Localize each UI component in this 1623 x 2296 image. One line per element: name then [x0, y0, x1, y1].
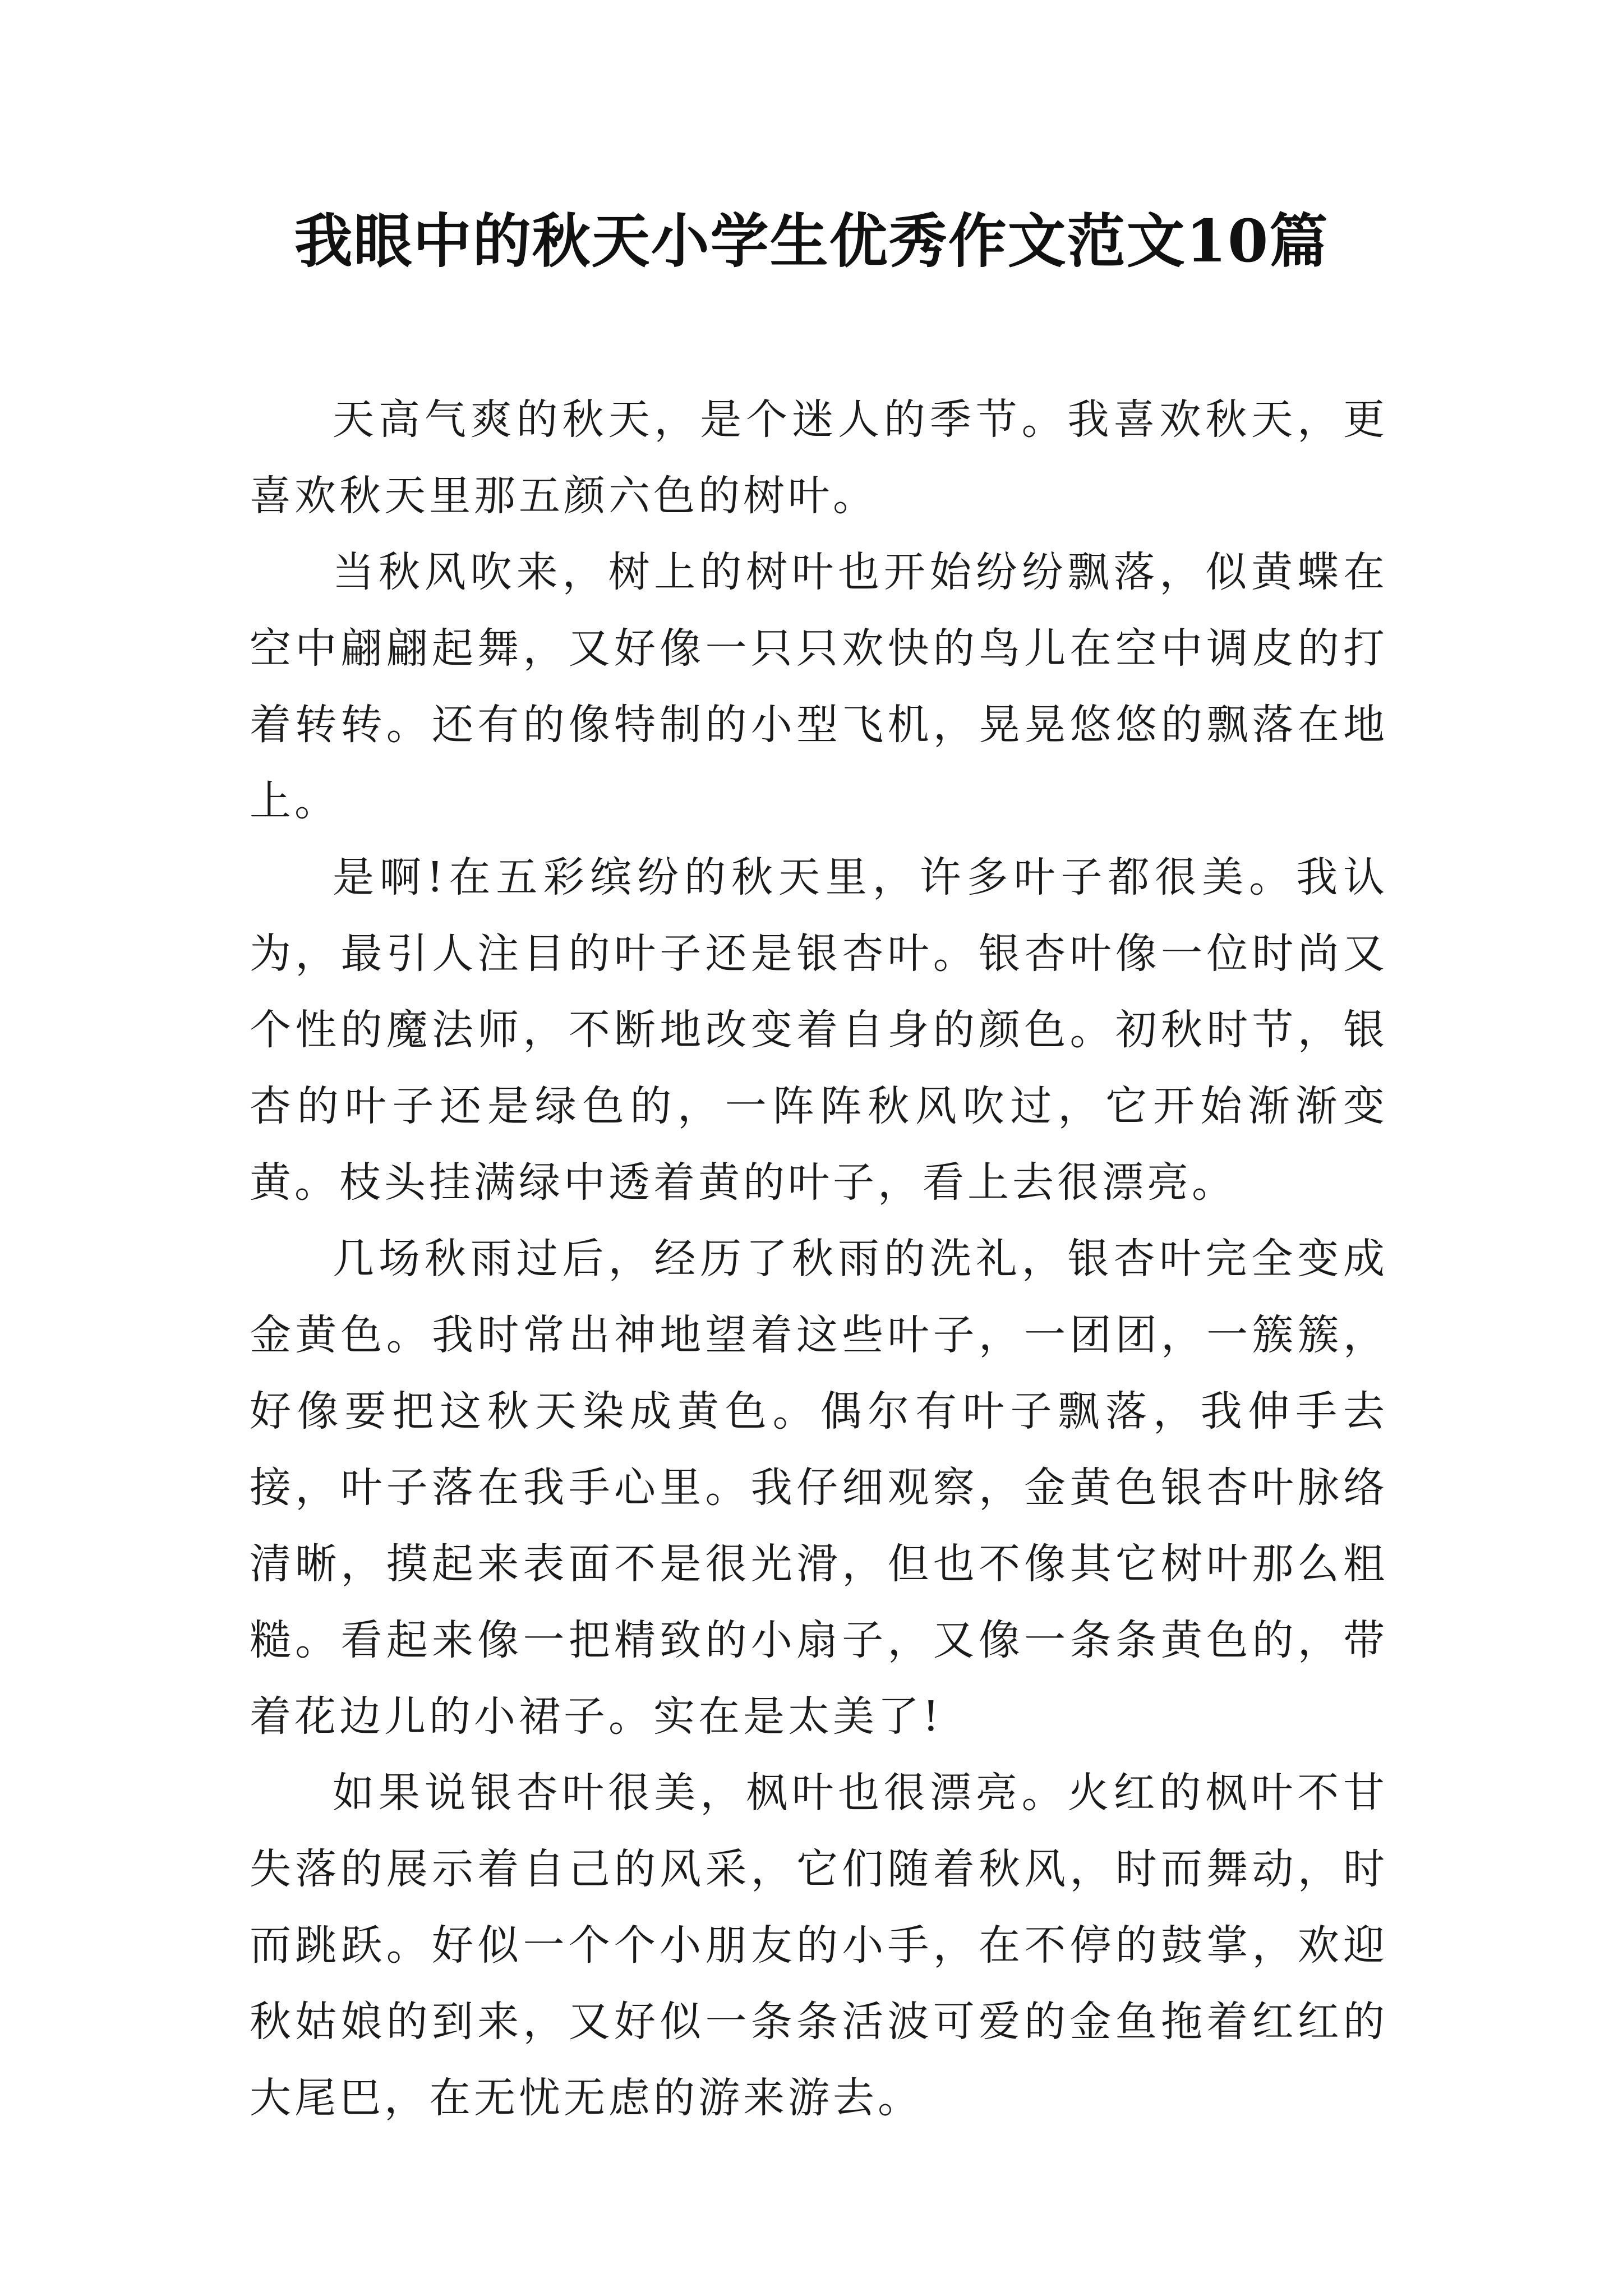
paragraph: 是啊!在五彩缤纷的秋天里，许多叶子都很美。我认为，最引人注目的叶子还是银杏叶。银杏叶像一位时尚又个性的魔法师，不断地改变着自身的颜色。初秋时节，银杏的叶子还是绿色的，一阵阵秋风吹过，它开始渐渐变黄。枝头挂满绿中透着黄的叶子，看上去很漂亮。 — [250, 853, 1388, 1207]
paragraph: 天高气爽的秋天，是个迷人的季节。我喜欢秋天，更喜欢秋天里那五颜六色的树叶。 — [250, 395, 1388, 520]
paragraph: 几场秋雨过后，经历了秋雨的洗礼，银杏叶完全变成金黄色。我时常出神地望着这些叶子，一团团，一簇簇，好像要把这秋天染成黄色。偶尔有叶子飘落，我伸手去接，叶子落在我手心里。我仔细观察，金黄色银杏叶脉络清晰，摸起来表面不是很光滑，但也不像其它树叶那么粗糙。看起来像一把精致的小扇子，又像一条条黄色的，带着花边儿的小裙子。实在是太美了! — [250, 1235, 1388, 1741]
paragraph: 如果说银杏叶很美，枫叶也很漂亮。火红的枫叶不甘失落的展示着自己的风采，它们随着秋风，时而舞动，时而跳跃。好似一个个小朋友的小手，在不停的鼓掌，欢迎秋姑娘的到来，又好似一条条活波可爱的金鱼拖着红红的大尾巴，在无忧无虑的游来游去。 — [250, 1769, 1388, 2122]
essay-body — [250, 381, 1388, 2136]
document-title: 我眼中的秋天小学生优秀作文范文10篇 — [294, 206, 1329, 275]
paragraph: 当秋风吹来，树上的树叶也开始纷纷飘落，似黄蝶在空中翩翩起舞，又好像一只只欢快的鸟儿在空中调皮的打着转转。还有的像特制的小型飞机，晃晃悠悠的飘落在地上。 — [250, 548, 1388, 825]
